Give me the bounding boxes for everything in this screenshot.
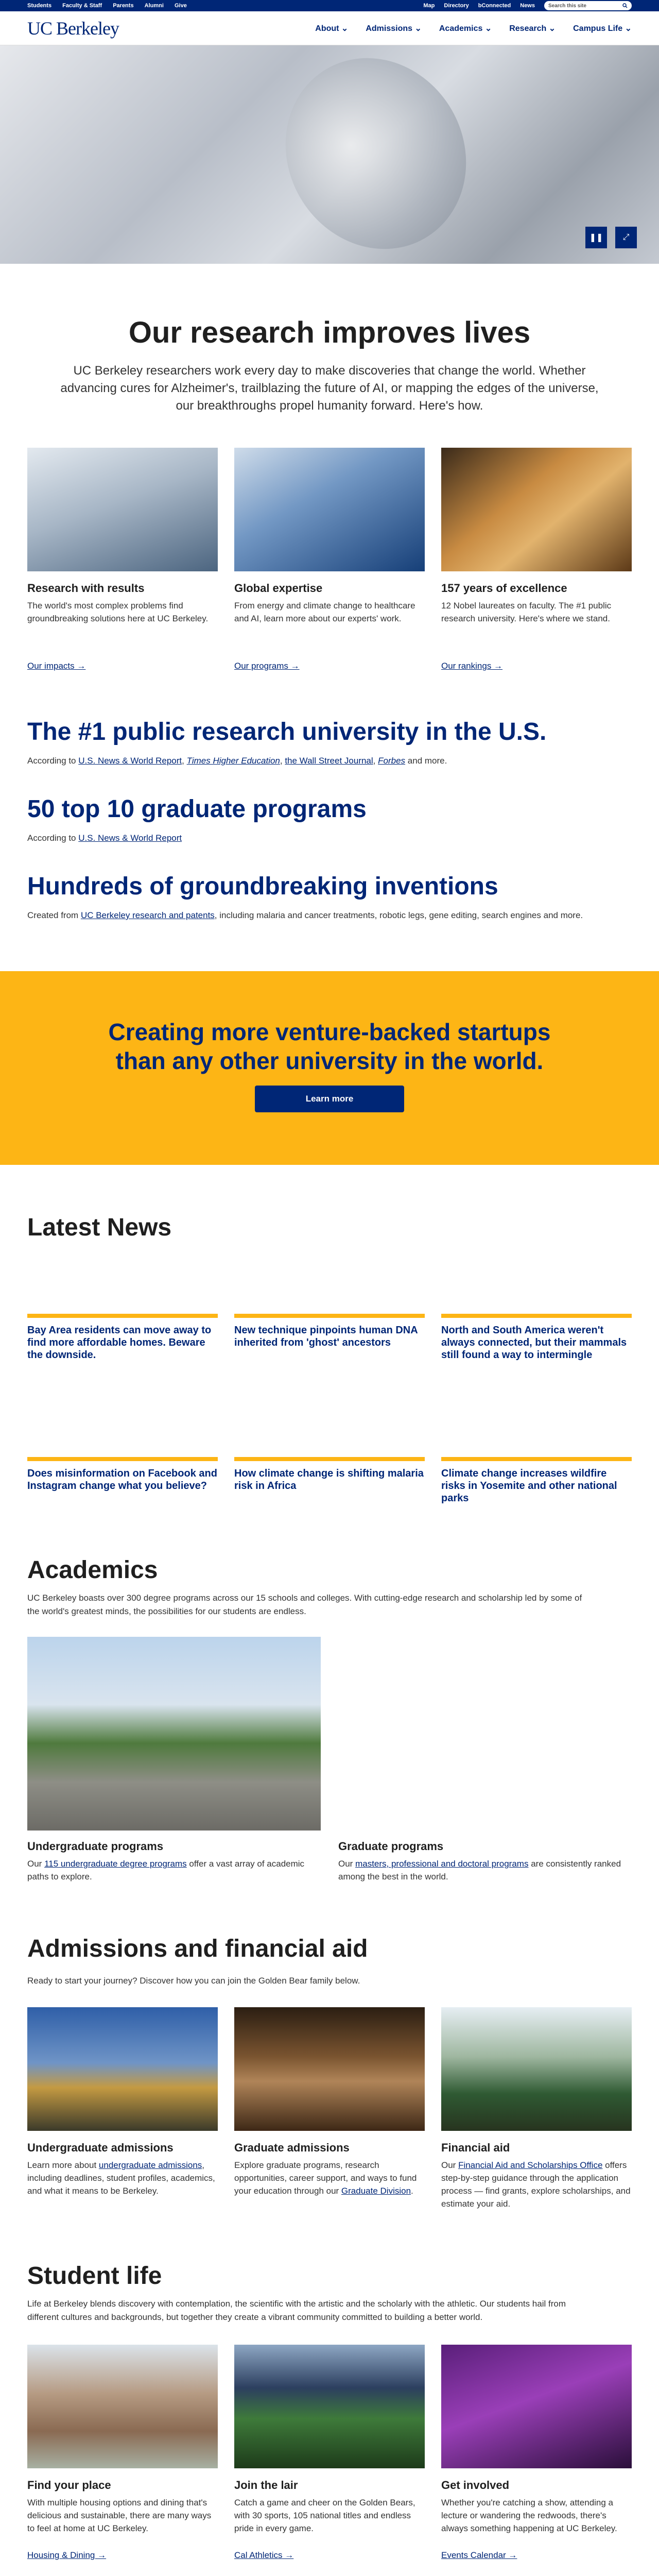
news-headline[interactable]: Does misinformation on Facebook and Instagram change what you believe? bbox=[27, 1468, 217, 1492]
stat-pre: According to bbox=[27, 833, 76, 843]
utility-bar bbox=[0, 0, 659, 11]
news-grid bbox=[27, 1314, 632, 1504]
housing-dining-link[interactable]: Housing & Dining → bbox=[27, 2550, 107, 2560]
nav-academics[interactable]: Academics ⌄ bbox=[439, 24, 492, 33]
hero-video bbox=[0, 45, 659, 264]
section-title: Our research improves lives bbox=[128, 316, 531, 349]
utility-link-alumni[interactable]: Alumni bbox=[144, 3, 164, 9]
graduate-division-link[interactable]: Graduate Division bbox=[341, 2186, 411, 2196]
undergraduate-degree-programs-link[interactable]: 115 undergraduate degree programs bbox=[44, 1859, 187, 1869]
quick-links bbox=[423, 1, 632, 10]
card-title: Undergraduate programs bbox=[27, 1840, 164, 1853]
section-text: Life at Berkeley blends discovery with contemplation, the scientific with the artistic and the scholarly with the athletic. Our students hail from different cultures and backgrounds, but together they create a vibrant community committed to building a better world. bbox=[27, 2299, 566, 2322]
card-text bbox=[27, 1857, 321, 1883]
card-title: Graduate admissions bbox=[234, 2141, 350, 2154]
cal-athletics-link[interactable]: Cal Athletics → bbox=[234, 2550, 294, 2560]
utility-link-students[interactable]: Students bbox=[27, 3, 52, 9]
stat-graduate-programs bbox=[27, 795, 632, 844]
utility-link-news[interactable]: News bbox=[520, 3, 535, 9]
audience-links bbox=[27, 3, 196, 9]
nav-campus-life[interactable]: Campus Life ⌄ bbox=[573, 24, 632, 33]
housing-image bbox=[27, 2345, 218, 2468]
card-title: Undergraduate admissions bbox=[27, 2141, 174, 2154]
card-text-pre: Our bbox=[338, 1859, 353, 1869]
learn-more-button[interactable]: Learn more bbox=[255, 1086, 404, 1112]
undergraduate-admissions-link[interactable]: undergraduate admissions bbox=[98, 2160, 202, 2170]
utility-link-bconnected[interactable]: bConnected bbox=[478, 3, 511, 9]
source-link[interactable]: U.S. News & World Report bbox=[78, 756, 182, 766]
intro-text: UC Berkeley researchers work every day to make discoveries that change the world. Whether advancing cures for Alzheimer's, trailblazing the future of AI, or mapping the edges of the universe, our breakthroughs propel humanity forward. Here's how. bbox=[60, 364, 599, 413]
card-text: From energy and climate change to healthcare and AI, learn more about our experts' work. bbox=[234, 601, 415, 623]
admissions-section bbox=[27, 1935, 632, 2210]
card-find-your-place bbox=[27, 2345, 218, 2561]
card-text-part: . bbox=[411, 2186, 413, 2196]
news-card[interactable] bbox=[234, 1457, 425, 1504]
card-research-results bbox=[27, 448, 218, 671]
card-graduate-admissions bbox=[234, 2007, 425, 2210]
performance-image bbox=[441, 2345, 632, 2468]
startups-banner bbox=[0, 971, 659, 1165]
nav-admissions[interactable]: Admissions ⌄ bbox=[366, 24, 422, 33]
academics-section bbox=[27, 1556, 632, 1883]
academics-cards bbox=[27, 1637, 632, 1883]
our-rankings-link[interactable]: Our rankings → bbox=[441, 661, 503, 671]
stat-title: The #1 public research university in the U.S. bbox=[27, 718, 547, 745]
card-text-part: Learn more about bbox=[27, 2160, 99, 2170]
card-text-part: Our bbox=[441, 2160, 459, 2170]
student-life-section bbox=[27, 2262, 632, 2561]
utility-link-faculty[interactable]: Faculty & Staff bbox=[62, 3, 102, 9]
source-link[interactable]: the Wall Street Journal bbox=[285, 756, 373, 766]
card-text-pre: Our bbox=[27, 1859, 42, 1869]
utility-link-map[interactable]: Map bbox=[423, 3, 435, 9]
stat-sources bbox=[27, 909, 632, 922]
berkeley-logo[interactable]: UC Berkeley bbox=[27, 18, 119, 39]
utility-link-parents[interactable]: Parents bbox=[113, 3, 134, 9]
card-title: Research with results bbox=[27, 582, 145, 595]
stat-title: Hundreds of groundbreaking inventions bbox=[27, 873, 498, 900]
card-text: 12 Nobel laureates on faculty. The #1 public research university. Here's where we stand. bbox=[441, 601, 612, 623]
utility-link-directory[interactable]: Directory bbox=[444, 3, 469, 9]
source-link[interactable]: Times Higher Education bbox=[186, 756, 280, 766]
card-title: Find your place bbox=[27, 2479, 111, 2492]
card-text bbox=[27, 2159, 218, 2197]
card-financial-aid bbox=[441, 2007, 632, 2210]
card-text bbox=[338, 1857, 632, 1883]
pause-button[interactable]: ❚❚ bbox=[585, 227, 607, 248]
our-programs-link[interactable]: Our programs → bbox=[234, 661, 300, 671]
card-title: Get involved bbox=[441, 2479, 510, 2492]
sather-gate-image bbox=[27, 1637, 321, 1831]
stat-pre: Created from bbox=[27, 910, 79, 920]
research-cards bbox=[27, 448, 632, 671]
section-title: Academics bbox=[27, 1556, 158, 1584]
utility-link-give[interactable]: Give bbox=[174, 3, 187, 9]
news-card[interactable] bbox=[27, 1314, 218, 1361]
stat-tail: and more. bbox=[407, 756, 447, 766]
latest-news bbox=[27, 1213, 632, 1504]
research-intro bbox=[27, 264, 632, 415]
card-get-involved bbox=[441, 2345, 632, 2561]
nav-about[interactable]: About ⌄ bbox=[315, 24, 349, 33]
source-link[interactable]: Forbes bbox=[378, 756, 406, 766]
section-title: Latest News bbox=[27, 1214, 172, 1241]
events-calendar-link[interactable]: Events Calendar → bbox=[441, 2550, 517, 2560]
financial-aid-office-link[interactable]: Financial Aid and Scholarships Office bbox=[458, 2160, 603, 2170]
card-title: Financial aid bbox=[441, 2141, 510, 2154]
news-headline[interactable]: North and South America weren't always connected, but their mammals still found a way to intermingle bbox=[441, 1325, 627, 1361]
card-text: The world's most complex problems find groundbreaking solutions here at UC Berkeley. bbox=[27, 601, 209, 623]
stat-public-university bbox=[27, 718, 632, 767]
fullscreen-button[interactable]: ⤢ bbox=[615, 227, 637, 248]
card-join-the-lair bbox=[234, 2345, 425, 2561]
hero-image bbox=[251, 45, 500, 264]
card-undergraduate-admissions bbox=[27, 2007, 218, 2210]
card-text: With multiple housing options and dining that's delicious and sustainable, there are many ways to feel at home at UC Berkeley. bbox=[27, 2498, 212, 2533]
card-title: 157 years of excellence bbox=[441, 582, 567, 595]
gate-image bbox=[441, 2007, 632, 2131]
news-card[interactable] bbox=[234, 1314, 425, 1361]
card-157-years bbox=[441, 448, 632, 671]
campanile-image bbox=[27, 2007, 218, 2131]
stat-tail: , including malaria and cancer treatments, robotic legs, gene editing, search engines and more. bbox=[214, 910, 583, 920]
card-global-expertise bbox=[234, 448, 425, 671]
card-image bbox=[441, 448, 632, 571]
stat-sources: According to U.S. News & World Report, Times Higher Education, the Wall Street Journal, Forbes and more. bbox=[27, 756, 447, 766]
library-image bbox=[234, 2007, 425, 2131]
our-impacts-link[interactable]: Our impacts → bbox=[27, 661, 86, 671]
nav-research[interactable]: Research ⌄ bbox=[509, 24, 556, 33]
news-headline[interactable]: New technique pinpoints human DNA inherited from 'ghost' ancestors bbox=[234, 1325, 418, 1348]
source-link[interactable]: U.S. News & World Report bbox=[78, 833, 182, 843]
source-link[interactable]: UC Berkeley research and patents bbox=[80, 910, 215, 920]
card-text: Whether you're catching a show, attending a lecture or wandering the redwoods, there's always something happening at UC Berkeley. bbox=[441, 2498, 617, 2533]
news-headline[interactable]: How climate change is shifting malaria risk in Africa bbox=[234, 1468, 424, 1492]
card-text-post: offer a vast array of academic paths to explore. bbox=[27, 1859, 305, 1882]
card-text-part: offers step-by-step guidance through the application process — find grants, explore scholarships, and estimate your aid. bbox=[441, 2160, 631, 2209]
stat-title: 50 top 10 graduate programs bbox=[27, 795, 367, 823]
section-text: Ready to start your journey? Discover how you can join the Golden Bear family below. bbox=[27, 1976, 360, 1986]
main-nav bbox=[315, 23, 632, 33]
card-image bbox=[234, 448, 425, 571]
stat-sources bbox=[27, 832, 632, 844]
search-placeholder: Search this site bbox=[548, 3, 586, 9]
stat-pre: According to bbox=[27, 756, 76, 766]
card-graduate-programs bbox=[338, 1637, 632, 1883]
card-image bbox=[27, 448, 218, 571]
section-title: Student life bbox=[27, 2262, 162, 2290]
card-text-post: are consistently ranked among the best in the world. bbox=[338, 1859, 621, 1882]
news-card[interactable] bbox=[441, 1457, 632, 1504]
stat-inventions bbox=[27, 872, 632, 922]
search-icon[interactable] bbox=[622, 3, 628, 8]
card-title: Graduate programs bbox=[338, 1840, 444, 1853]
news-card[interactable] bbox=[27, 1457, 218, 1504]
card-title: Join the lair bbox=[234, 2479, 298, 2492]
card-text bbox=[441, 2159, 632, 2210]
card-text: Catch a game and cheer on the Golden Bears, with 30 sports, 105 national titles and endless pride in every game. bbox=[234, 2498, 415, 2533]
stadium-image bbox=[234, 2345, 425, 2468]
section-title: Admissions and financial aid bbox=[27, 1935, 368, 1962]
section-text: UC Berkeley boasts over 300 degree programs across our 15 schools and colleges. With cutting-edge research and scholarship led by some of the world's greatest minds, the possibilities for our students are endless. bbox=[27, 1593, 582, 1616]
banner-title: Creating more venture-backed startups than any other university in the world. bbox=[108, 1019, 551, 1074]
card-undergraduate-programs bbox=[27, 1637, 321, 1883]
news-headline[interactable]: Climate change increases wildfire risks in Yosemite and other national parks bbox=[441, 1468, 617, 1504]
student-life-cards bbox=[27, 2345, 632, 2561]
site-header bbox=[0, 11, 659, 45]
news-card[interactable] bbox=[441, 1314, 632, 1361]
card-text-part: Explore graduate programs, research opportunities, career support, and ways to fund your education through our bbox=[234, 2160, 417, 2196]
graduate-degree-programs-link[interactable]: masters, professional and doctoral programs bbox=[355, 1859, 529, 1869]
card-text-part: , including deadlines, student profiles, academics, and what it means to be Berkeley. bbox=[27, 2160, 215, 2196]
card-text bbox=[234, 2159, 425, 2197]
news-headline[interactable]: Bay Area residents can move away to find more affordable homes. Beware the downside. bbox=[27, 1325, 212, 1361]
search-input[interactable] bbox=[544, 1, 632, 10]
admissions-cards bbox=[27, 2007, 632, 2210]
card-title: Global expertise bbox=[234, 582, 323, 595]
